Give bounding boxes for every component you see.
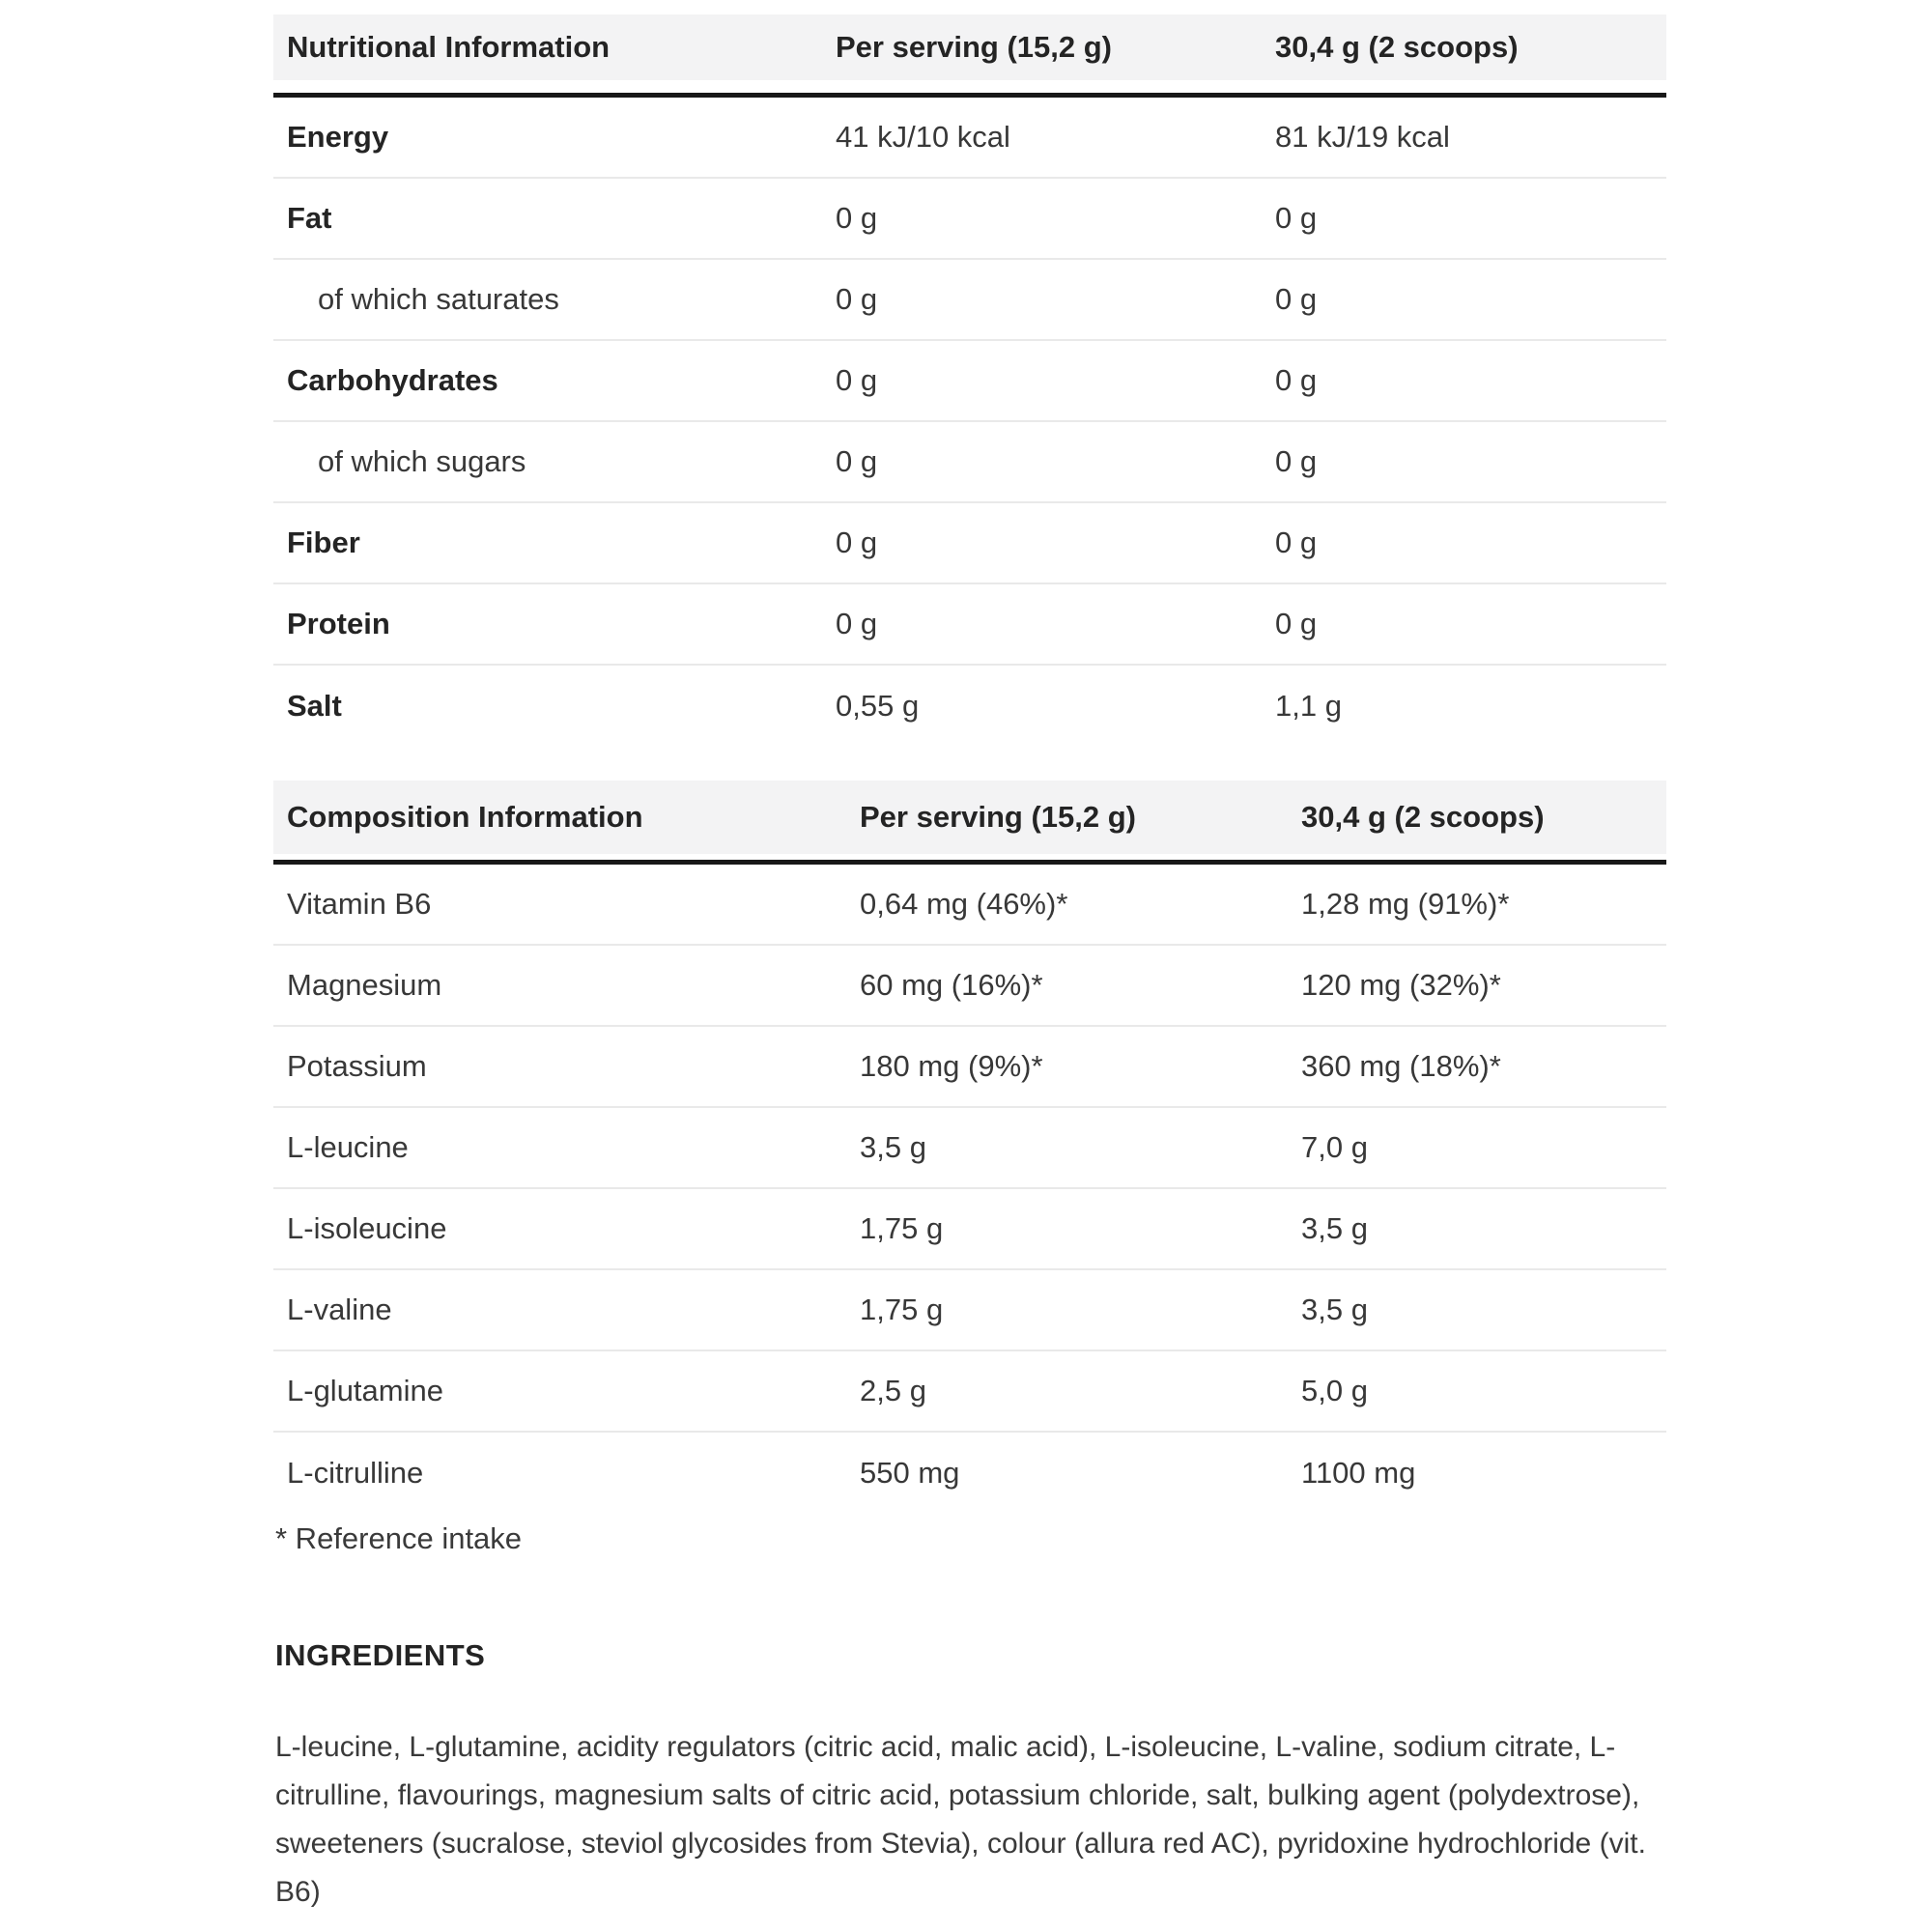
row-label: Potassium bbox=[287, 1049, 427, 1083]
row-value-two-scoops: 120 mg (32%)* bbox=[1301, 968, 1501, 1002]
row-value-per-serving: 3,5 g bbox=[860, 1130, 926, 1164]
table-row-l-glutamine bbox=[273, 1351, 1666, 1433]
two-scoops-column-header: 30,4 g (2 scoops) bbox=[1275, 30, 1519, 64]
table-row-potassium bbox=[273, 1027, 1666, 1108]
table-row-energy bbox=[273, 98, 1666, 179]
row-value-per-serving: 0 g bbox=[836, 526, 878, 559]
row-label: of which saturates bbox=[318, 282, 559, 316]
row-value-two-scoops: 1,1 g bbox=[1275, 689, 1342, 723]
row-value-two-scoops: 5,0 g bbox=[1301, 1374, 1368, 1407]
row-value-two-scoops: 1100 mg bbox=[1301, 1456, 1416, 1490]
row-label: L-isoleucine bbox=[287, 1211, 447, 1245]
row-label: Fiber bbox=[287, 526, 360, 559]
ingredients-text: L-leucine, L-glutamine, acidity regulators (citric acid, malic acid), L-isoleucine, L-valine, sodium citrate, L-citrulline, flavourings, magnesium salts of citric acid, potassium chloride, salt, bulking agent (polydextrose), sweeteners (sucralose, steviol glycosides from Stevia), colour (allura red AC), pyridoxine hydrochloride (vit. B6) bbox=[275, 1731, 1646, 1908]
row-value-two-scoops: 7,0 g bbox=[1301, 1130, 1368, 1164]
table-row-protein bbox=[273, 584, 1666, 666]
row-value-per-serving: 0 g bbox=[836, 201, 878, 235]
table-row-fat bbox=[273, 179, 1666, 260]
table-row-fiber bbox=[273, 503, 1666, 584]
row-value-per-serving: 1,75 g bbox=[860, 1211, 944, 1245]
row-value-per-serving: 0,55 g bbox=[836, 689, 920, 723]
row-value-per-serving: 41 kJ/10 kcal bbox=[836, 120, 1010, 154]
row-value-two-scoops: 1,28 mg (91%)* bbox=[1301, 887, 1510, 921]
row-label: Protein bbox=[287, 607, 390, 640]
table-row-salt bbox=[273, 666, 1666, 747]
table-row-vitamin-b6 bbox=[273, 865, 1666, 946]
row-label: Carbohydrates bbox=[287, 363, 498, 397]
row-value-per-serving: 0 g bbox=[836, 444, 878, 478]
row-value-per-serving: 60 mg (16%)* bbox=[860, 968, 1043, 1002]
table-row-sugars bbox=[273, 422, 1666, 503]
table-row-magnesium bbox=[273, 946, 1666, 1027]
table-row-carbohydrates bbox=[273, 341, 1666, 422]
row-value-two-scoops: 3,5 g bbox=[1301, 1211, 1368, 1245]
row-label: L-citrulline bbox=[287, 1456, 424, 1490]
table-row-l-leucine bbox=[273, 1108, 1666, 1189]
table-row-l-citrulline bbox=[273, 1433, 1666, 1514]
row-label: Energy bbox=[287, 120, 389, 154]
nutrition-label-sheet bbox=[273, 14, 1666, 1917]
row-label: Fat bbox=[287, 201, 332, 235]
nutritional-table-title: Nutritional Information bbox=[287, 30, 611, 64]
per-serving-column-header: Per serving (15,2 g) bbox=[836, 30, 1113, 64]
row-label: Salt bbox=[287, 689, 342, 723]
row-value-per-serving: 2,5 g bbox=[860, 1374, 926, 1407]
row-value-two-scoops: 81 kJ/19 kcal bbox=[1275, 120, 1450, 154]
row-label: L-glutamine bbox=[287, 1374, 443, 1407]
row-value-two-scoops: 0 g bbox=[1275, 282, 1318, 316]
row-value-two-scoops: 0 g bbox=[1275, 526, 1318, 559]
row-value-per-serving: 0 g bbox=[836, 363, 878, 397]
row-value-two-scoops: 3,5 g bbox=[1301, 1293, 1368, 1326]
nutritional-table-header bbox=[273, 14, 1666, 80]
table-row-saturates bbox=[273, 260, 1666, 341]
row-label: of which sugars bbox=[318, 444, 526, 478]
table-row-l-isoleucine bbox=[273, 1189, 1666, 1270]
table-row-l-valine bbox=[273, 1270, 1666, 1351]
composition-table-title: Composition Information bbox=[287, 800, 643, 834]
row-label: Vitamin B6 bbox=[287, 887, 432, 921]
row-value-per-serving: 0 g bbox=[836, 607, 878, 640]
row-value-two-scoops: 0 g bbox=[1275, 201, 1318, 235]
row-label: Magnesium bbox=[287, 968, 442, 1002]
row-value-two-scoops: 0 g bbox=[1275, 363, 1318, 397]
row-value-per-serving: 0 g bbox=[836, 282, 878, 316]
composition-table-header bbox=[273, 781, 1666, 854]
row-value-two-scoops: 0 g bbox=[1275, 444, 1318, 478]
nutritional-information-table bbox=[273, 14, 1666, 747]
row-value-per-serving: 550 mg bbox=[860, 1456, 960, 1490]
ingredients-heading: INGREDIENTS bbox=[275, 1638, 486, 1672]
row-value-per-serving: 180 mg (9%)* bbox=[860, 1049, 1043, 1083]
row-label: L-valine bbox=[287, 1293, 392, 1326]
per-serving-column-header: Per serving (15,2 g) bbox=[860, 800, 1137, 834]
reference-intake-footnote: * Reference intake bbox=[275, 1521, 523, 1555]
row-value-per-serving: 1,75 g bbox=[860, 1293, 944, 1326]
row-value-two-scoops: 0 g bbox=[1275, 607, 1318, 640]
row-value-per-serving: 0,64 mg (46%)* bbox=[860, 887, 1068, 921]
two-scoops-column-header: 30,4 g (2 scoops) bbox=[1301, 800, 1545, 834]
composition-information-table bbox=[273, 781, 1666, 1514]
row-value-two-scoops: 360 mg (18%)* bbox=[1301, 1049, 1501, 1083]
row-label: L-leucine bbox=[287, 1130, 409, 1164]
